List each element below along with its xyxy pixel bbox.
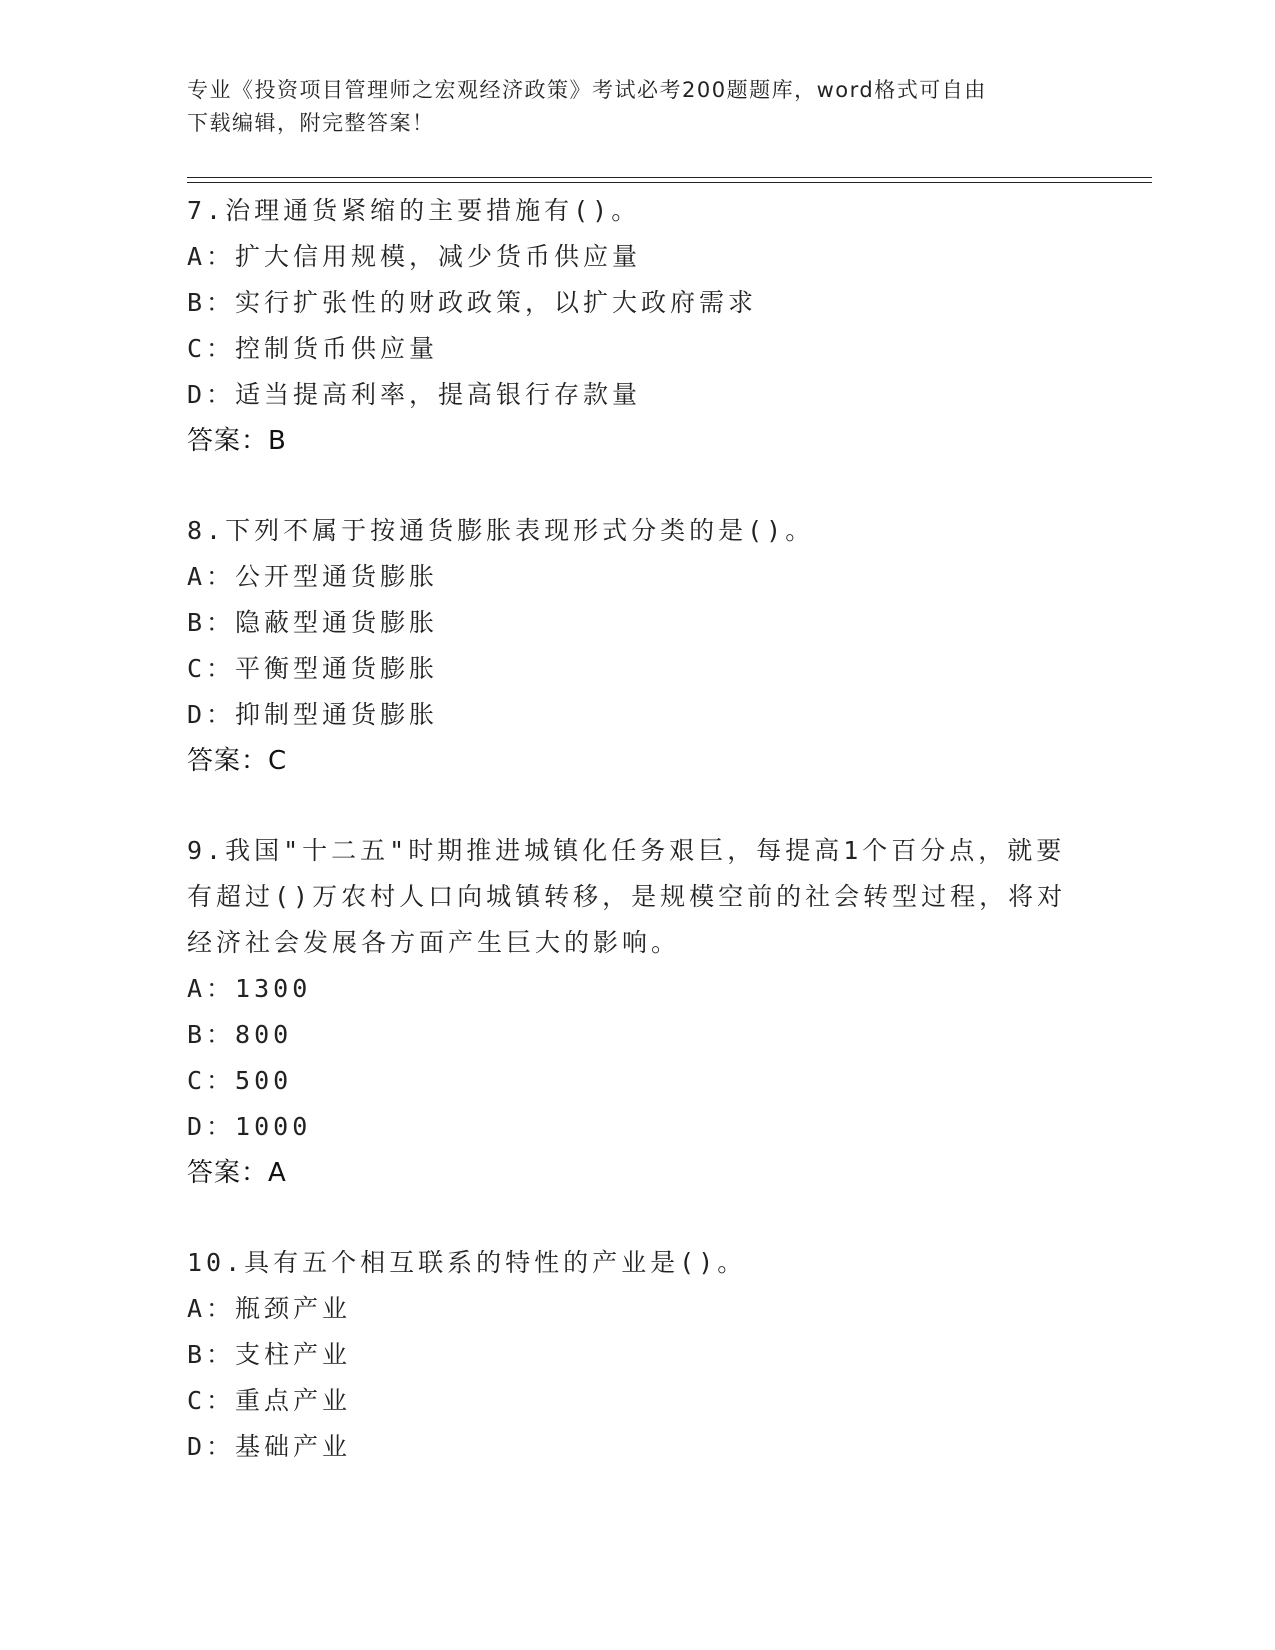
option-d: D：适当提高利率，提高银行存款量 xyxy=(187,380,642,409)
option-b: B：隐蔽型通货膨胀 xyxy=(187,608,439,637)
header-line-1: 专业《投资项目管理师之宏观经济政策》考试必考200题题库，word格式可自由 xyxy=(187,78,987,102)
question-text: 10.具有五个相互联系的特性的产业是()。 xyxy=(187,1248,747,1277)
question-text: 经济社会发展各方面产生巨大的影响。 xyxy=(187,928,681,957)
header-divider-bottom xyxy=(187,182,1152,183)
option-c: C：重点产业 xyxy=(187,1386,352,1415)
question-list xyxy=(187,188,1087,1470)
option-b: B：支柱产业 xyxy=(187,1340,352,1369)
option-c: C：500 xyxy=(187,1066,293,1095)
question-text: 9.我国"十二五"时期推进城镇化任务艰巨，每提高1个百分点，就要 xyxy=(187,836,1066,865)
question-block xyxy=(187,508,1087,784)
option-c: C：平衡型通货膨胀 xyxy=(187,654,439,683)
question-block xyxy=(187,188,1087,464)
question-block xyxy=(187,1240,1087,1470)
answer-line xyxy=(187,738,1087,784)
option-d: D：基础产业 xyxy=(187,1432,352,1461)
option-d: D：抑制型通货膨胀 xyxy=(187,700,439,729)
option-a: A：1300 xyxy=(187,974,312,1003)
option-b: B：实行扩张性的财政政策，以扩大政府需求 xyxy=(187,288,758,317)
option-c: C：控制货币供应量 xyxy=(187,334,439,363)
answer-line xyxy=(187,1150,1087,1196)
answer-label: 答案： xyxy=(187,746,269,776)
answer-line xyxy=(187,418,1087,464)
answer-label: 答案： xyxy=(187,1158,269,1188)
option-a: A：公开型通货膨胀 xyxy=(187,562,439,591)
question-text: 7.治理通货紧缩的主要措施有()。 xyxy=(187,196,641,225)
header-divider-top xyxy=(187,177,1152,178)
option-b: B：800 xyxy=(187,1020,293,1049)
header-line-2: 下载编辑，附完整答案！ xyxy=(187,111,435,135)
question-text: 8.下列不属于按通货膨胀表现形式分类的是()。 xyxy=(187,516,815,545)
answer-label: 答案： xyxy=(187,426,269,456)
answer-value: B xyxy=(268,426,287,456)
document-header xyxy=(187,74,1067,140)
option-d: D：1000 xyxy=(187,1112,312,1141)
question-text: 有超过()万农村人口向城镇转移，是规模空前的社会转型过程，将对 xyxy=(187,882,1067,911)
answer-value: C xyxy=(268,746,288,776)
answer-value: A xyxy=(268,1158,287,1188)
question-block xyxy=(187,828,1087,1196)
option-a: A：扩大信用规模，减少货币供应量 xyxy=(187,242,642,271)
option-a: A：瓶颈产业 xyxy=(187,1294,352,1323)
